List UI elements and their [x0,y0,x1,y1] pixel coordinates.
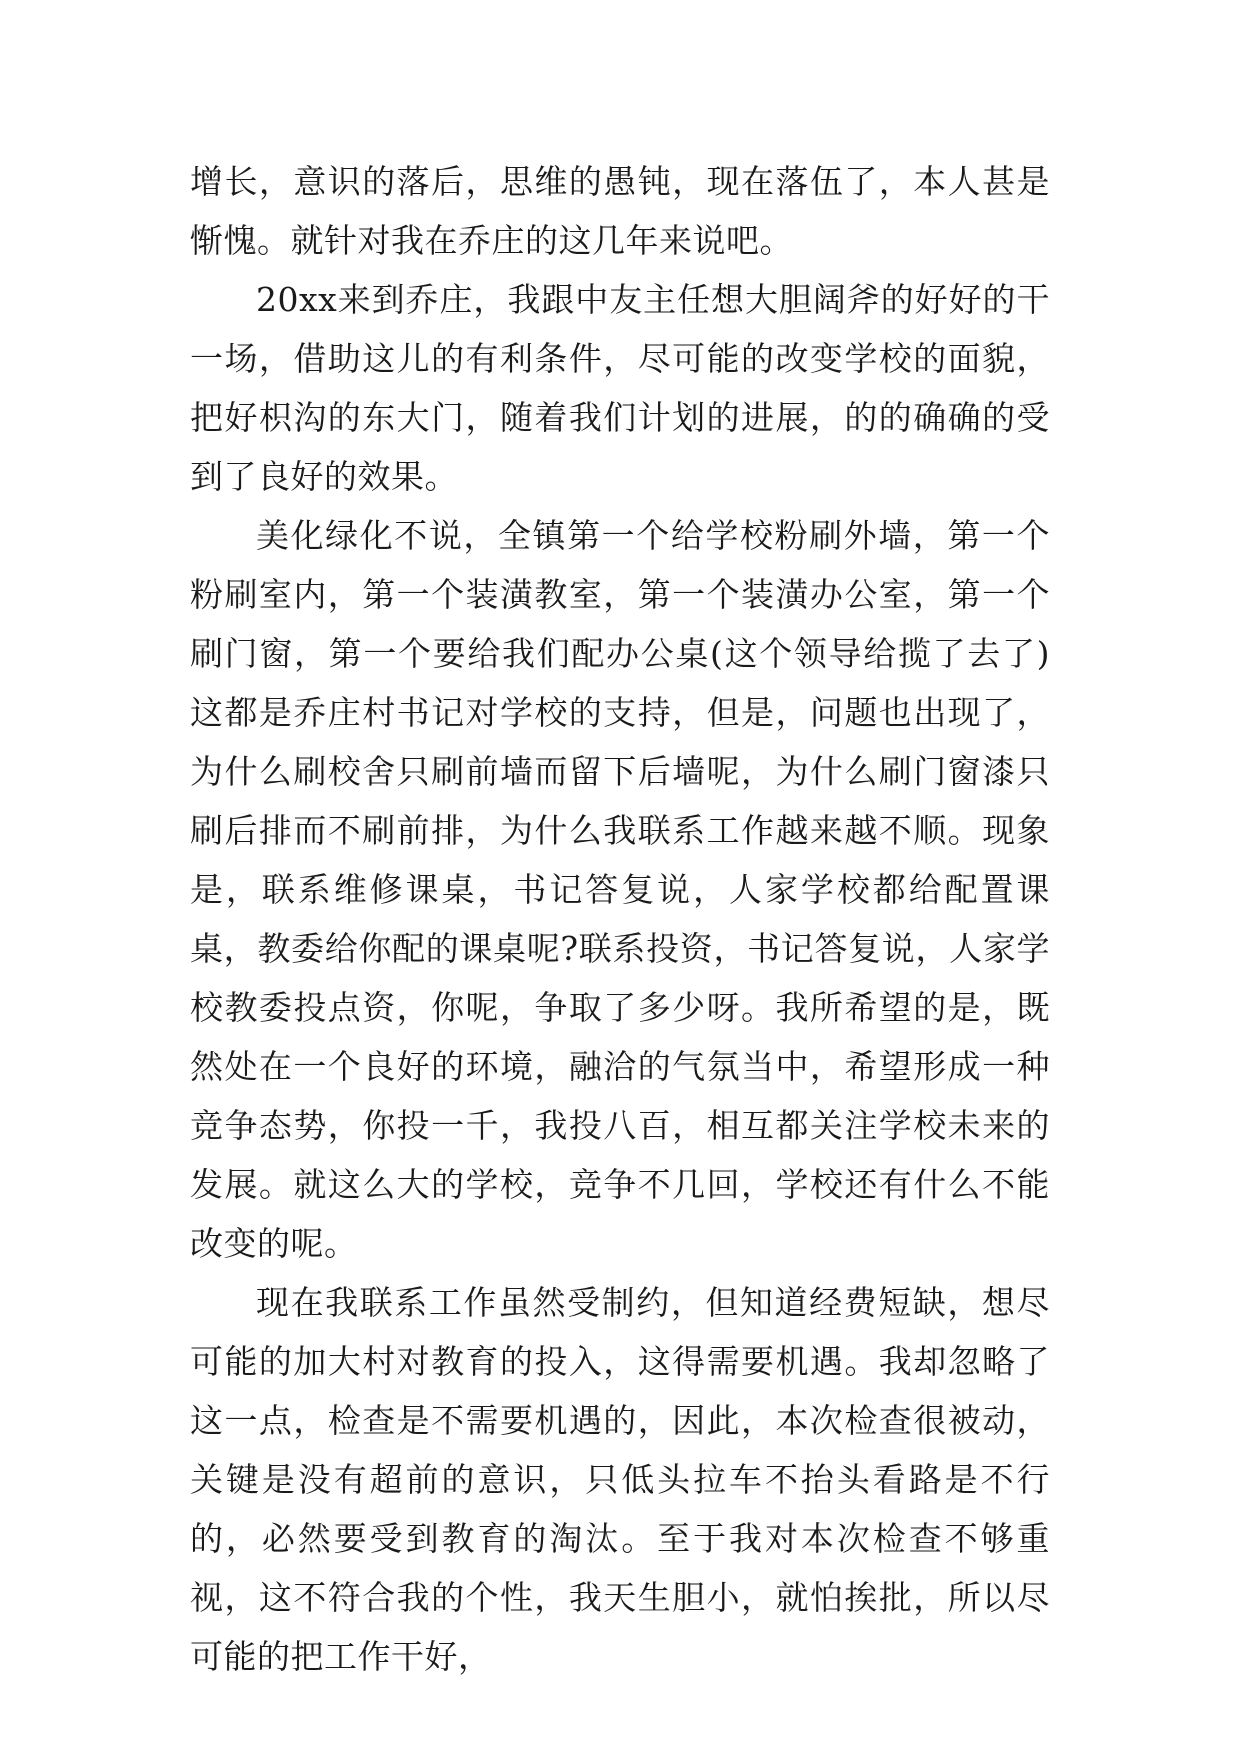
paragraph-2: 20xx来到乔庄，我跟中友主任想大胆阔斧的好好的干一场，借助这儿的有利条件，尽可能的改变学校的面貌，把好枳沟的东大门，随着我们计划的进展，的的确确的受到了良好的效果。 [190,280,1050,496]
paragraph-3: 美化绿化不说，全镇第一个给学校粉刷外墙，第一个粉刷室内，第一个装潢教室，第一个装潢办公室，第一个刷门窗，第一个要给我们配办公桌(这个领导给揽了去了)这都是乔庄村书记对学校的支持，但是，问题也出现了，为什么刷校舍只刷前墙而留下后墙呢，为什么刷门窗漆只刷后排而不刷前排，为什么我联系工作越来越不顺。现象是，联系维修课桌，书记答复说，人家学校都给配置课桌，教委给你配的课桌呢?联系投资，书记答复说，人家学校教委投点资，你呢，争取了多少呀。我所希望的是，既然处在一个良好的环境，融洽的气氛当中，希望形成一种竞争态势，你投一千，我投八百，相互都关注学校未来的发展。就这么大的学校，竞争不几回，学校还有什么不能改变的呢。 [190,516,1050,1263]
paragraph-1: 增长，意识的落后，思维的愚钝，现在落伍了，本人甚是惭愧。就针对我在乔庄的这几年来说吧。 [190,162,1050,260]
paragraph-4: 现在我联系工作虽然受制约，但知道经费短缺，想尽可能的加大村对教育的投入，这得需要机遇。我却忽略了这一点，检查是不需要机遇的，因此，本次检查很被动，关键是没有超前的意识，只低头拉车不抬头看路是不行的，必然要受到教育的淘汰。至于我对本次检查不够重视，这不符合我的个性，我天生胆小，就怕挨批，所以尽可能的把工作干好， [190,1283,1050,1676]
document-body [190,152,1050,1686]
